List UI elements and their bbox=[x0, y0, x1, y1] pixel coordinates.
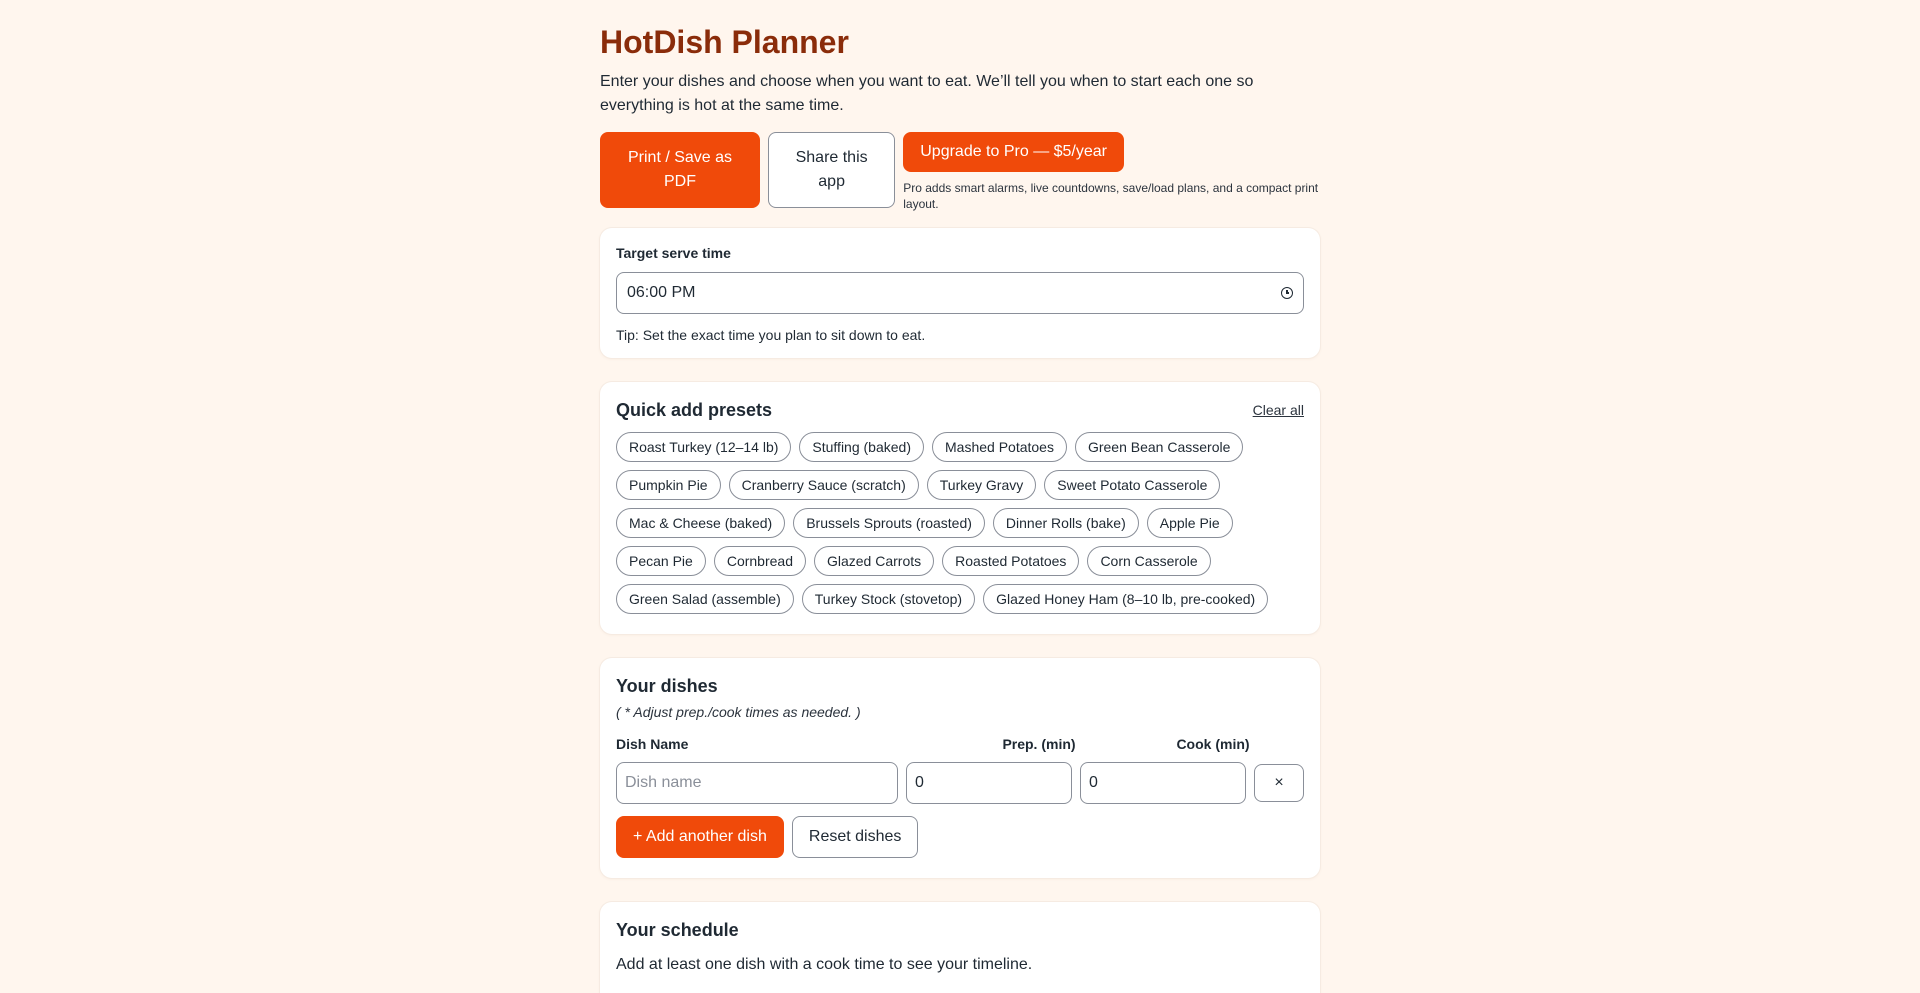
serve-time-card bbox=[600, 228, 1320, 358]
serve-time-tip: Tip: Set the exact time you plan to sit down to eat. bbox=[616, 327, 926, 343]
upgrade-pro-button[interactable]: Upgrade to Pro — $5/year bbox=[903, 132, 1124, 172]
preset-chip[interactable]: Turkey Gravy bbox=[927, 470, 1037, 500]
dishes-column-headers bbox=[616, 736, 1304, 752]
dishes-card bbox=[600, 658, 1320, 878]
page-title: HotDish Planner bbox=[600, 24, 849, 60]
action-bar bbox=[600, 132, 1320, 212]
preset-chip[interactable]: Roast Turkey (12–14 lb) bbox=[616, 432, 791, 462]
preset-chip[interactable]: Pumpkin Pie bbox=[616, 470, 721, 500]
prep-minutes-input[interactable] bbox=[906, 762, 1072, 804]
reset-dishes-button[interactable]: Reset dishes bbox=[792, 816, 919, 858]
schedule-empty-text: Add at least one dish with a cook time to see your timeline. bbox=[616, 956, 1033, 973]
serve-time-value: 06:00 PM bbox=[627, 284, 696, 301]
dishes-note: ( * Adjust prep./cook times as needed. ) bbox=[616, 704, 861, 720]
print-button[interactable]: Print / Save as PDF bbox=[600, 132, 760, 208]
preset-chip[interactable]: Roasted Potatoes bbox=[942, 546, 1079, 576]
preset-chip[interactable]: Green Salad (assemble) bbox=[616, 584, 794, 614]
clock-icon[interactable] bbox=[1281, 287, 1293, 299]
presets-title: Quick add presets bbox=[616, 400, 773, 420]
serve-time-label: Target serve time bbox=[616, 245, 731, 261]
dish-actions bbox=[616, 816, 1304, 858]
presets-card bbox=[600, 382, 1320, 634]
preset-chip[interactable]: Dinner Rolls (bake) bbox=[993, 508, 1139, 538]
preset-chip[interactable]: Cranberry Sauce (scratch) bbox=[729, 470, 919, 500]
page bbox=[600, 0, 1320, 993]
dish-name-input[interactable] bbox=[616, 762, 898, 804]
preset-chip[interactable]: Mac & Cheese (baked) bbox=[616, 508, 785, 538]
preset-chip[interactable]: Corn Casserole bbox=[1087, 546, 1210, 576]
dish-row bbox=[616, 762, 1304, 804]
serve-time-input[interactable] bbox=[616, 272, 1304, 314]
clear-all-link[interactable]: Clear all bbox=[1252, 402, 1304, 418]
column-cook: Cook (min) bbox=[1176, 736, 1250, 752]
dishes-title: Your dishes bbox=[616, 676, 718, 696]
preset-chip[interactable]: Cornbread bbox=[714, 546, 806, 576]
page-subtitle: Enter your dishes and choose when you want to eat. We’ll tell you when to start each one so everything is hot at the same time. bbox=[600, 73, 1254, 114]
preset-chip[interactable]: Glazed Carrots bbox=[814, 546, 934, 576]
preset-chip[interactable]: Apple Pie bbox=[1147, 508, 1233, 538]
remove-dish-button[interactable]: × bbox=[1254, 764, 1304, 802]
schedule-title: Your schedule bbox=[616, 920, 739, 940]
column-dish-name: Dish Name bbox=[616, 736, 689, 752]
column-prep: Prep. (min) bbox=[1002, 736, 1076, 752]
preset-chip[interactable]: Glazed Honey Ham (8–10 lb, pre-cooked) bbox=[983, 584, 1268, 614]
add-dish-button[interactable]: + Add another dish bbox=[616, 816, 784, 858]
pro-note: Pro adds smart alarms, live countdowns, save/load plans, and a compact print layout. bbox=[903, 181, 1319, 211]
preset-chip[interactable]: Mashed Potatoes bbox=[932, 432, 1067, 462]
pro-upsell bbox=[903, 132, 1320, 212]
preset-chip[interactable]: Sweet Potato Casserole bbox=[1044, 470, 1220, 500]
preset-chip-list bbox=[616, 432, 1296, 614]
preset-chip[interactable]: Turkey Stock (stovetop) bbox=[802, 584, 975, 614]
schedule-card bbox=[600, 902, 1320, 993]
preset-chip[interactable]: Brussels Sprouts (roasted) bbox=[793, 508, 985, 538]
preset-chip[interactable]: Green Bean Casserole bbox=[1075, 432, 1243, 462]
cook-minutes-input[interactable] bbox=[1080, 762, 1246, 804]
preset-chip[interactable]: Pecan Pie bbox=[616, 546, 706, 576]
preset-chip[interactable]: Stuffing (baked) bbox=[799, 432, 924, 462]
presets-header bbox=[616, 398, 1304, 422]
share-button[interactable]: Share this app bbox=[768, 132, 895, 208]
